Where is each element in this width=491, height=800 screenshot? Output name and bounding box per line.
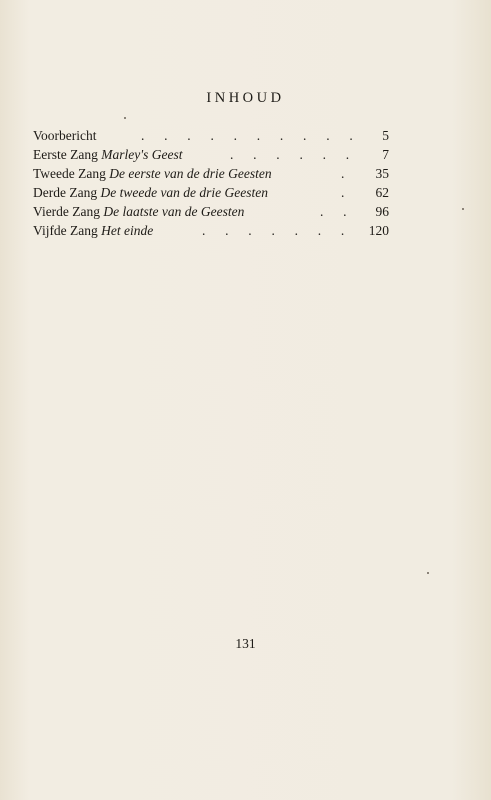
toc-entry-label xyxy=(33,183,268,202)
toc-entry-prefix: Tweede Zang xyxy=(33,166,106,181)
toc-entry-prefix: Vijfde Zang xyxy=(33,223,98,238)
toc-leader-dots: . . . . . . . xyxy=(202,223,353,238)
toc-leader-dots: . . xyxy=(320,204,355,219)
toc-page-number: 5 xyxy=(382,128,389,143)
toc-entry-prefix: Vierde Zang xyxy=(33,204,101,219)
paper-speck xyxy=(427,572,429,574)
toc-entry-prefix: Derde Zang xyxy=(33,185,98,200)
toc-leader-dots: . xyxy=(341,166,353,181)
toc-entry-label xyxy=(33,126,97,145)
toc-page-number: 96 xyxy=(375,204,389,219)
toc-entry-prefix: Voorbericht xyxy=(33,128,97,143)
page-number-footer: 131 xyxy=(235,636,256,651)
toc-entry-title: De eerste van de drie Geesten xyxy=(109,166,272,181)
toc-entry-label xyxy=(33,145,182,164)
toc-entry-vijfde-zang xyxy=(33,221,389,240)
toc-entry-label xyxy=(33,164,272,183)
toc-entry-vierde-zang xyxy=(33,202,389,221)
toc-page-number: 7 xyxy=(382,147,389,162)
page-title: INHOUD xyxy=(206,90,285,106)
toc-entry-title: Het einde xyxy=(101,223,154,238)
toc-entry-title: De laatste van de Geesten xyxy=(103,204,245,219)
toc-leader-dots: . xyxy=(341,185,353,200)
toc-entry-label xyxy=(33,221,153,240)
toc-page-number: 35 xyxy=(375,166,389,181)
paper-speck xyxy=(462,208,464,210)
toc-entry-tweede-zang xyxy=(33,164,389,183)
table-of-contents xyxy=(33,126,389,240)
toc-page-number: 120 xyxy=(368,223,389,238)
toc-entry-label xyxy=(33,202,244,221)
toc-leader-dots: . . . . . . . . . . xyxy=(141,128,361,143)
toc-leader-dots: . . . . . . xyxy=(230,147,358,162)
toc-page-number: 62 xyxy=(375,185,389,200)
toc-entry-voorbericht xyxy=(33,126,389,145)
toc-entry-title: Marley's Geest xyxy=(101,147,183,162)
paper-speck xyxy=(124,117,126,119)
toc-entry-title: De tweede van de drie Geesten xyxy=(100,185,269,200)
toc-entry-derde-zang xyxy=(33,183,389,202)
toc-entry-prefix: Eerste Zang xyxy=(33,147,98,162)
toc-entry-eerste-zang xyxy=(33,145,389,164)
